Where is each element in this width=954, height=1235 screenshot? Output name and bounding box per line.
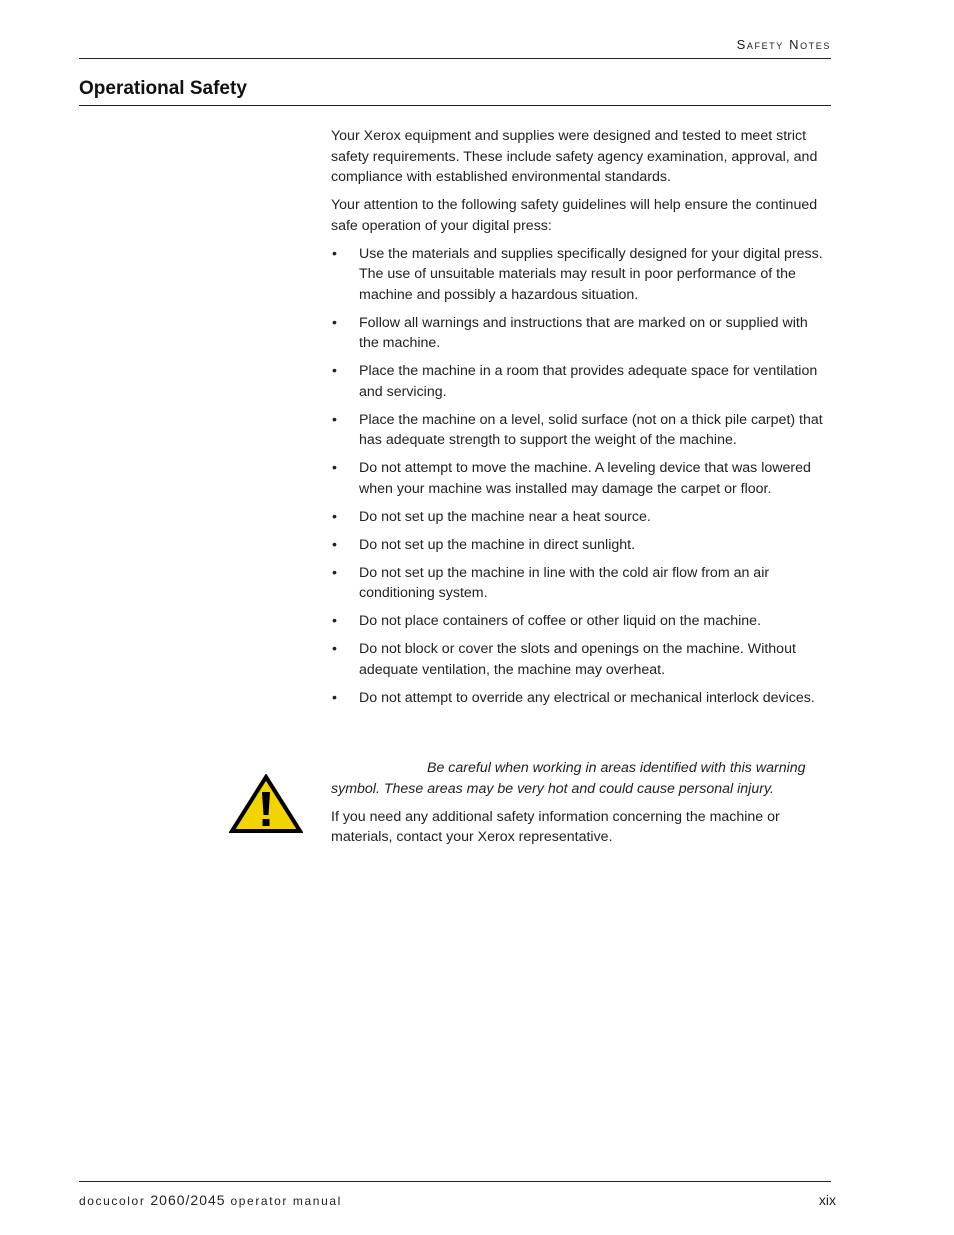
- bullet-icon: •: [332, 460, 337, 476]
- bullet-icon: •: [332, 564, 337, 581]
- bullet-icon: •: [332, 536, 337, 553]
- header-rule: [79, 58, 831, 59]
- list-item-text: Do not set up the machine in direct sunlight.: [359, 536, 636, 553]
- intro-paragraph: Your attention to the following safety guidelines will help ensure the continued safe operation of your digital press:: [331, 197, 818, 234]
- intro-paragraph: Your Xerox equipment and supplies were designed and tested to meet strict safety requirements. These include safety agency examination, approval, and compliance with established environmental standards.: [331, 128, 818, 185]
- list-item: [331, 410, 831, 451]
- list-item: [331, 563, 831, 604]
- list-item-text: Do not block or cover the slots and openings on the machine. Without adequate ventilation, the machine may overheat.: [359, 641, 796, 678]
- list-item-text: Do not place containers of coffee or other liquid on the machine.: [359, 613, 761, 629]
- contact-paragraph: If you need any additional safety information concerning the machine or materials, contact your Xerox representative.: [331, 808, 780, 845]
- bullet-icon: •: [332, 689, 337, 706]
- list-item: [331, 507, 831, 528]
- list-item-text: Do not attempt to override any electrical or mechanical interlock devices.: [359, 689, 815, 706]
- list-item: [331, 458, 831, 499]
- list-item: [331, 611, 831, 632]
- list-item-text: Place the machine on a level, solid surface (not on a thick pile carpet) that has adequate strength to support the weight of the machine.: [359, 411, 823, 448]
- warning-triangle-icon: [229, 774, 303, 834]
- bullet-icon: •: [332, 508, 337, 525]
- bullet-icon: •: [332, 363, 337, 379]
- bullet-icon: •: [332, 245, 337, 262]
- list-item-text: Follow all warnings and instructions that are marked on or supplied with the machine.: [359, 314, 808, 351]
- list-item-text: Do not set up the machine in line with the cold air flow from an air conditioning system.: [359, 564, 770, 601]
- list-item: [331, 639, 831, 680]
- bullet-icon: •: [332, 411, 337, 428]
- list-item: [331, 244, 831, 306]
- bullet-icon: •: [332, 613, 337, 629]
- bullet-icon: •: [332, 641, 337, 657]
- list-item-text: Do not set up the machine near a heat source.: [359, 508, 651, 525]
- title-rule: [79, 105, 831, 106]
- list-item: [331, 361, 831, 402]
- footer-title: [79, 1192, 342, 1208]
- footer-model: 2060/2045: [150, 1192, 226, 1208]
- warning-block: [331, 758, 831, 855]
- list-item-text: Place the machine in a room that provides adequate space for ventilation and servicing.: [359, 363, 818, 400]
- page-number: xix: [818, 1192, 836, 1208]
- section-title: Operational Safety: [79, 78, 247, 99]
- list-item: [331, 535, 831, 556]
- safety-guideline-list: [331, 244, 831, 709]
- list-item: [331, 313, 831, 354]
- list-item: [331, 688, 831, 709]
- running-header: Safety Notes: [736, 37, 831, 52]
- footer-manual: operator manual: [230, 1194, 342, 1208]
- warning-message: Be careful when working in areas identified with this warning symbol. These areas may be very hot and could cause personal injury.: [331, 760, 806, 797]
- footer-brand: docucolor: [79, 1194, 146, 1208]
- footer-rule: [79, 1181, 831, 1182]
- list-item-text: Use the materials and supplies specifically designed for your digital press. The use of unsuitable materials may result in poor performance of the machine and possibly a hazardous situation.: [359, 245, 823, 303]
- bullet-icon: •: [332, 314, 337, 331]
- list-item-text: Do not attempt to move the machine. A leveling device that was lowered when your machine was installed may damage the carpet or floor.: [359, 460, 811, 497]
- body-text: [331, 126, 831, 716]
